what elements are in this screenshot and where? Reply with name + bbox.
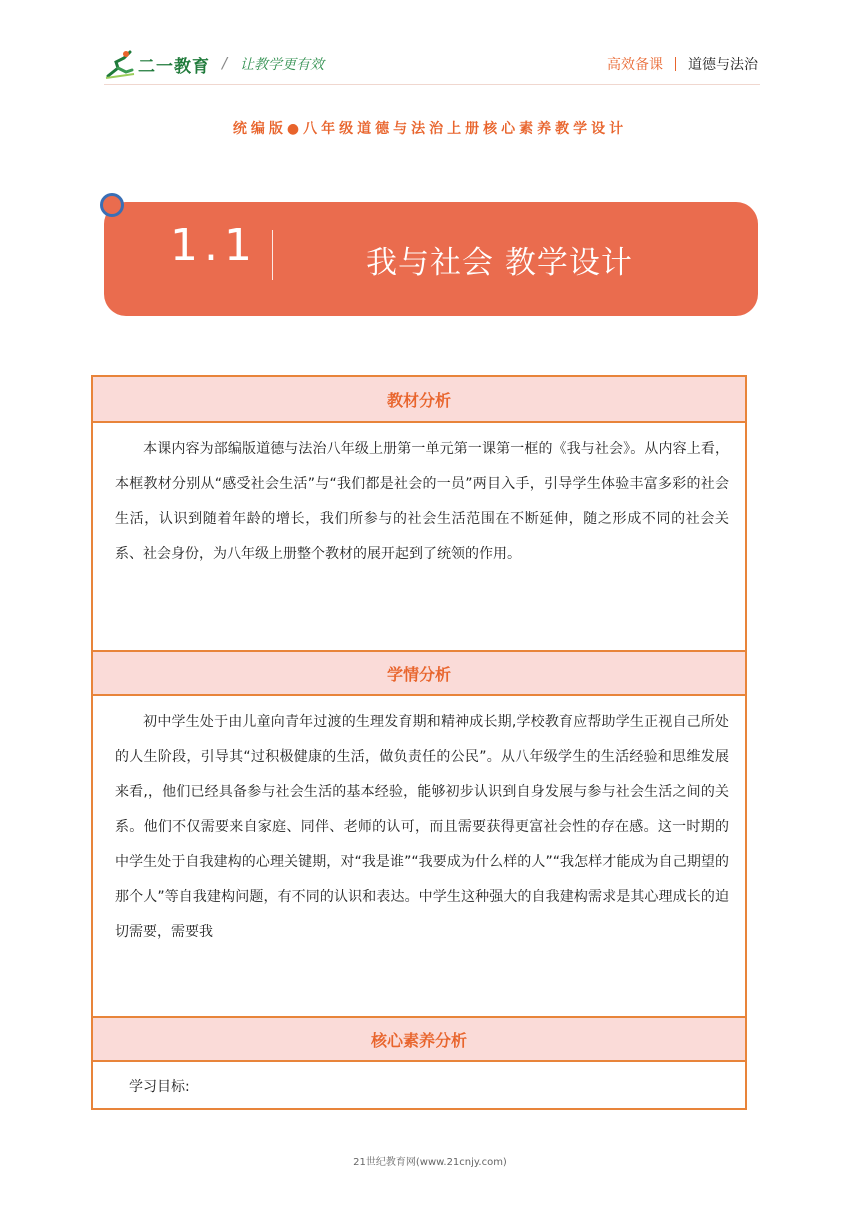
section-heading	[93, 650, 745, 696]
banner-divider	[272, 230, 273, 280]
section-heading	[93, 377, 745, 423]
header-divider	[104, 84, 760, 85]
banner-circle-icon	[100, 193, 124, 217]
logo-text: 二一教育	[138, 56, 210, 77]
section-heading	[93, 1016, 745, 1062]
section-body-text: 初中学生处于由儿童向青年过渡的生理发育期和精神成长期,学校教育应帮助学生正视自己所处的人生阶段，引导其“过积极健康的生活，做负责任的公民”。从八年级学生的生活经验和思维发展来看,，他们已经具备参与社会生活的基本经验，能够初步认识到自身发展与参与社会生活之间的关系。他们不仅需要来自家庭、同伴、老师的认可，而且需要获得更富社会性的存在感。这一时期的中学生处于自我建构的心理关键期，对“我是谁”“我要成为什么样的人”“我怎样才能成为自己期望的那个人”等自我建构问题，有不同的认识和表达。中学生这种强大的自我建构需求是其心理成长的迫切需要，需要我	[115, 714, 729, 940]
section-body	[115, 705, 729, 950]
header-tags	[607, 54, 758, 74]
logo	[104, 46, 210, 82]
runner-logo-icon	[104, 48, 136, 80]
lesson-number: 1.1	[170, 220, 258, 271]
section-heading-text: 教材分析	[386, 390, 451, 410]
header-tag-divider	[675, 57, 676, 71]
page-footer: 21世纪教育网(www.21cnjy.com)	[353, 1157, 507, 1168]
document-subtitle: 统编版●八年级道德与法治上册核心素养教学设计	[232, 121, 628, 137]
section-body	[115, 1070, 729, 1105]
section-body	[115, 432, 729, 572]
header-slogan: 让教学更有效	[240, 57, 324, 73]
header-separator: /	[222, 54, 228, 72]
lesson-title: 我与社会 教学设计	[366, 245, 633, 281]
header-tag-right: 道德与法治	[688, 57, 758, 73]
section-heading-text: 学情分析	[386, 664, 451, 684]
section-body-text: 学习目标:	[129, 1079, 190, 1095]
section-body-text: 本课内容为部编版道德与法治八年级上册第一单元第一课第一框的《我与社会》。从内容上看，本框教材分别从“感受社会生活”与“我们都是社会的一员”两目入手，引导学生体验丰富多彩的社会生活，认识到随着年龄的增长，我们所参与的社会生活范围在不断延伸，随之形成不同的社会关系、社会身份，为八年级上册整个教材的展开起到了统领的作用。	[115, 441, 729, 562]
lesson-table	[91, 375, 747, 1110]
header-tag-left: 高效备课	[607, 57, 663, 73]
page-header	[0, 0, 860, 100]
section-heading-text: 核心素养分析	[370, 1030, 467, 1050]
